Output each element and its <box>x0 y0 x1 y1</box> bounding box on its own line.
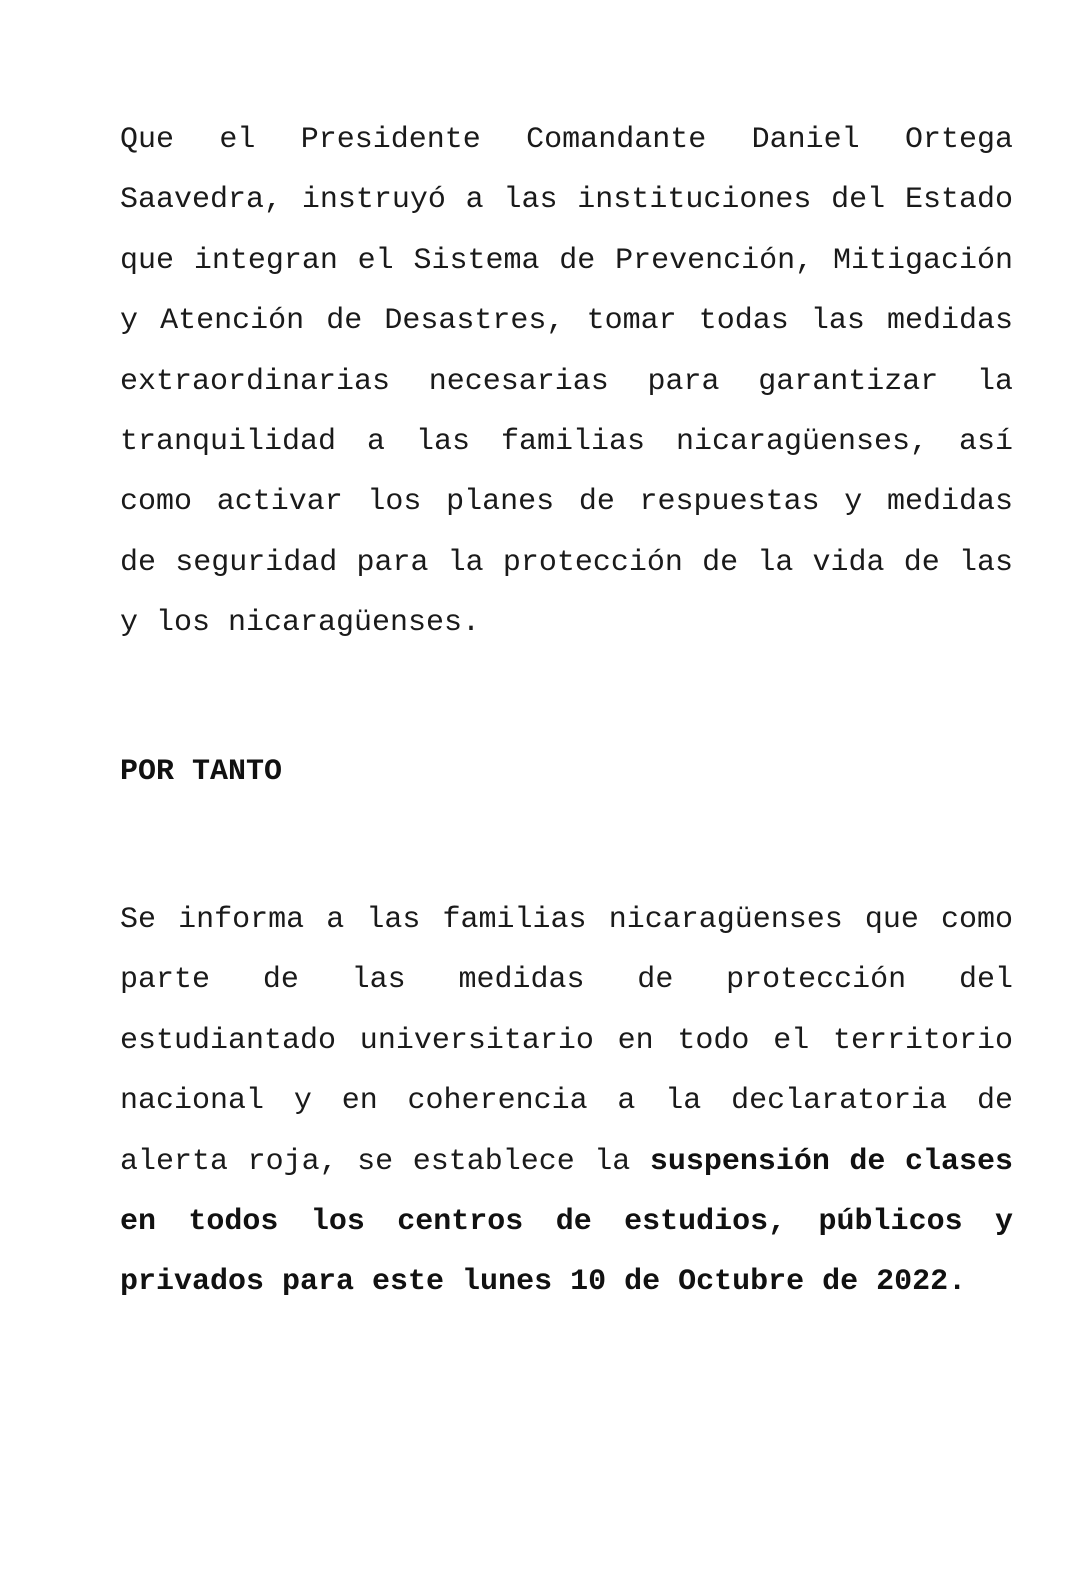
paragraph-resolution-bold-text: suspensión de clases en todos los centros de estudios, públicos y privados para este lunes 10 de Octubre de 2022. <box>120 1144 1014 1300</box>
heading-por-tanto: POR TANTO <box>120 755 283 789</box>
paragraph-considerando: Que el Presidente Comandante Daniel Ortega Saavedra, instruyó a las instituciones del Estado que integran el Sistema de Prevención, Mitigación y Atención de Desastres, tomar todas las medidas extraordinarias necesarias para garantizar la tranquilidad a las familias nicaragüenses, así como activar los planes de respuestas y medidas de seguridad para la protección de la vida de las y los nicaragüenses. <box>120 123 1013 641</box>
paragraph-resolution-text: Se informa a las familias nicaragüenses que como parte de las medidas de protección del estudiantado universitario en todo el territorio nacional y en coherencia a la declaratoria de alerta roja, se establece la <box>120 903 1013 1179</box>
paragraph-resolution <box>120 890 1013 1313</box>
